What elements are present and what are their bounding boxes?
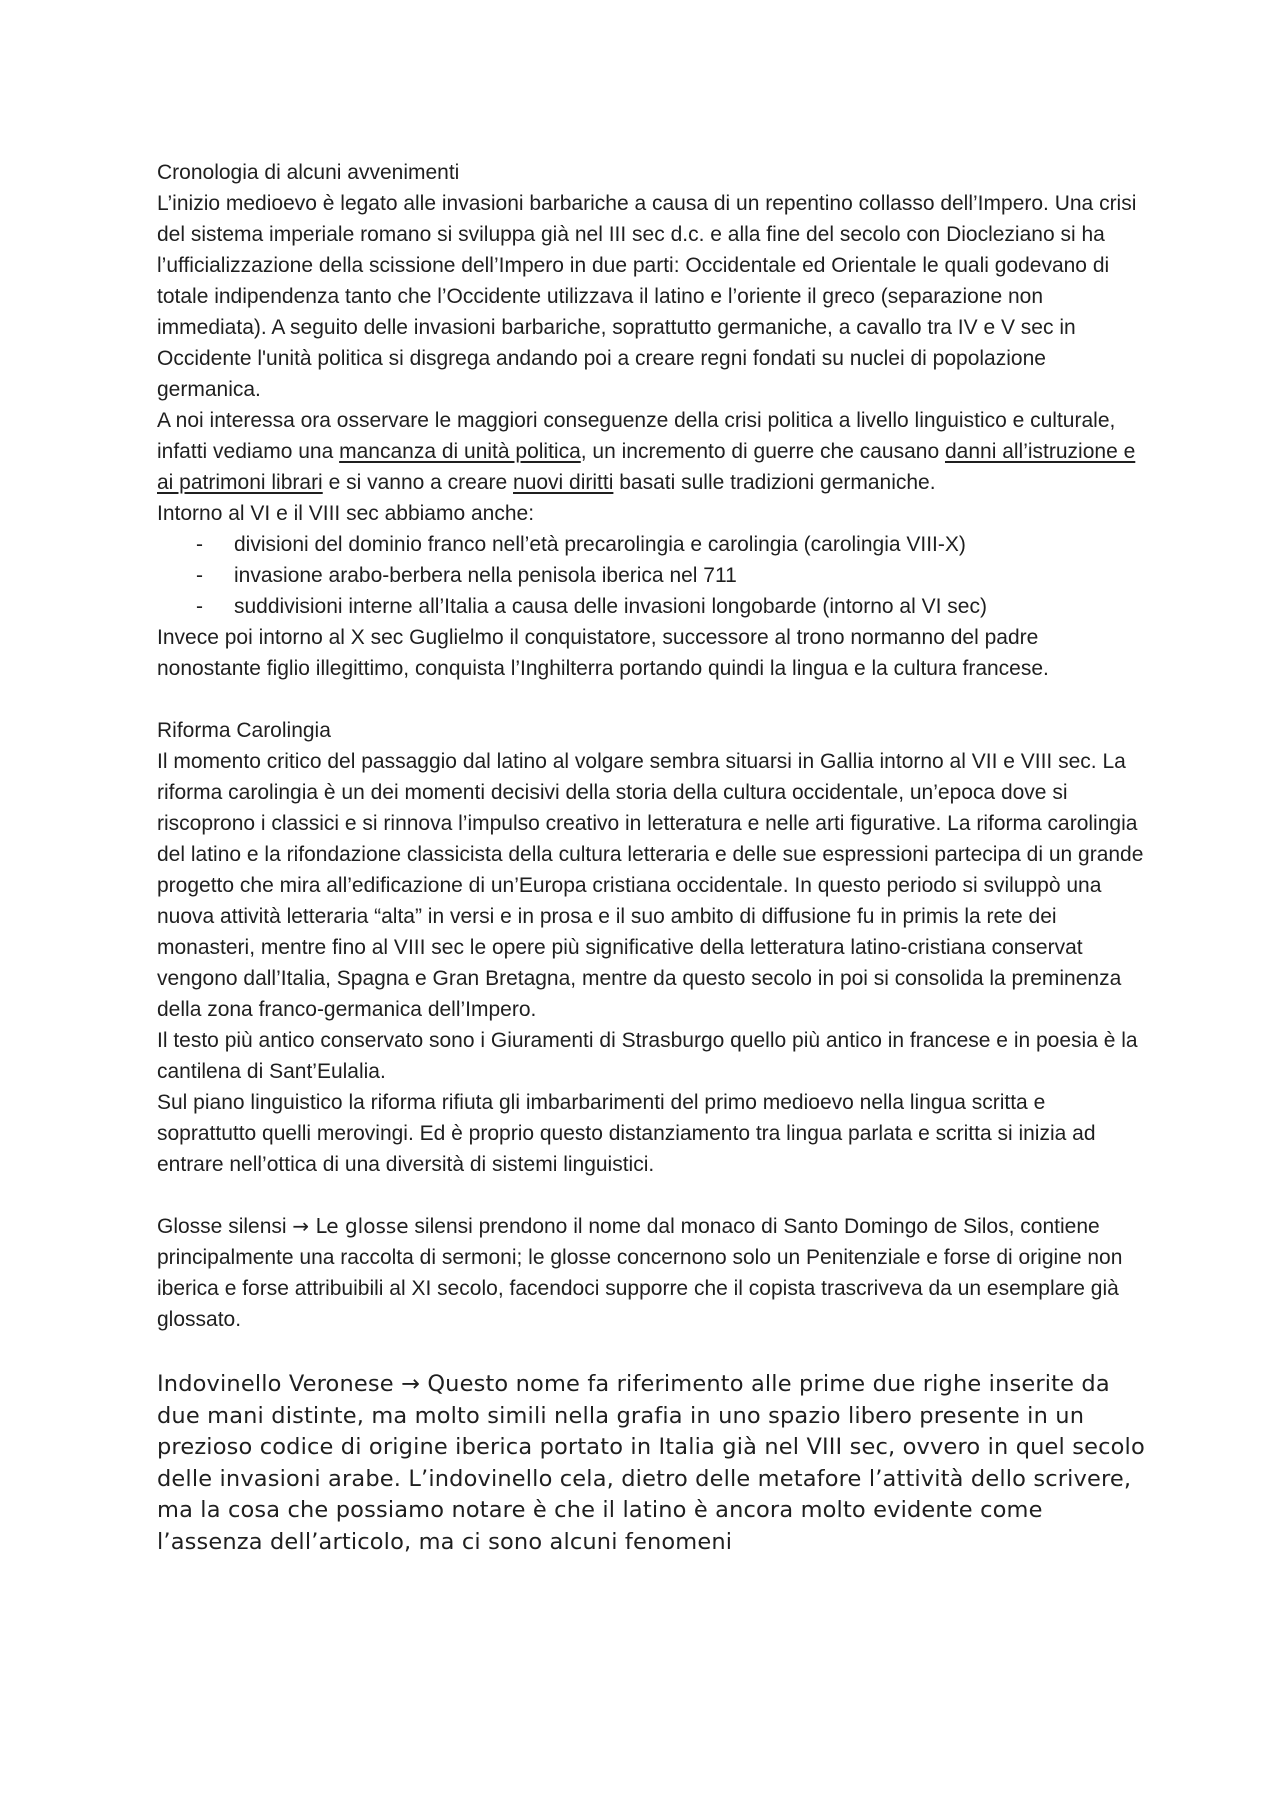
underlined-phrase: mancanza di unità politica: [339, 440, 581, 463]
blank-line: [157, 684, 1147, 715]
dash-bullet: -: [196, 533, 203, 556]
list-item: - divisioni del dominio franco nell’età precarolingia e carolingia (carolingia VIII-X): [157, 529, 1147, 560]
blank-line: [157, 1335, 1147, 1369]
dash-list: [157, 529, 1147, 622]
paragraph: Il testo più antico conservato sono i Giuramenti di Strasburgo quello più antico in francese e in poesia è la cantilena di Sant’Eulalia.: [157, 1029, 1138, 1083]
glosse-lead: Glosse silensi: [157, 1215, 293, 1238]
dash-bullet: -: [196, 564, 203, 587]
paragraph: Invece poi intorno al X sec Guglielmo il conquistatore, successore al trono normanno del padre nonostante figlio illegittimo, conquista l’Inghilterra portando quindi la lingua e la cultura francese.: [157, 626, 1049, 680]
list-item: - invasione arabo-berbera nella penisola iberica nel 711: [157, 560, 1147, 591]
paragraph: A noi interessa ora osservare le maggiori conseguenze della crisi politica a livello linguistico e culturale, infatti vediamo una mancanza di unità politica, un incremento di guerre che causano danni all’istruzione e ai patrimoni librari e si vanno a creare nuovi diritti basati sulle tradizioni germaniche.: [157, 409, 1136, 494]
document-body: [157, 157, 1147, 1558]
paragraph: L’inizio medioevo è legato alle invasioni barbariche a causa di un repentino collasso dell’Impero. Una crisi del sistema imperiale romano si sviluppa già nel III sec d.c. e alla fine del secolo con Diocleziano si ha l’ufficializzazione della scissione dell’Impero in due parti: Occidentale ed Orientale le quali godevano di totale indipendenza tanto che l’Occidente utilizzava il latino e l’oriente il greco (separazione non immediata). A seguito delle invasioni barbariche, soprattutto germaniche, a cavallo tra IV e V sec in Occidente l'unità politica si disgrega andando poi a creare regni fondati su nuclei di popolazione germanica.: [157, 192, 1137, 401]
list-item: - suddivisioni interne all’Italia a causa delle invasioni longobarde (intorno al VI sec): [157, 591, 1147, 622]
paragraph-indovinello-veronese: Indovinello Veronese → Questo nome fa riferimento alle prime due righe inserite da due mani distinte, ma molto simili nella grafia in uno spazio libero presente in un prezioso codice di origine iberica portato in Italia già nel VIII sec, ovvero in quel secolo delle invasioni arabe. L’indovinello cela, dietro delle metafore l’attività dello scrivere, ma la cosa che possiamo notare è che il latino è ancora molto evidente come l’assenza dell’articolo, ma ci sono alcuni fenomeni: [157, 1371, 1145, 1555]
underlined-phrase: danni all’istruzione e ai patrimoni librari: [157, 440, 1136, 494]
glosse-arrow-phrase: → Le glosse: [292, 1214, 409, 1238]
dash-bullet: -: [196, 595, 203, 618]
paragraph: Il momento critico del passaggio dal latino al volgare sembra situarsi in Gallia intorno al VII e VIII sec. La riforma carolingia è un dei momenti decisivi della storia della cultura occidentale, un’epoca dove si riscoprono i classici e si rinnova l’impulso creativo in letteratura e nelle arti figurative. La riforma carolingia del latino e la rifondazione classicista della cultura letteraria e delle sue espressioni partecipa di un grande progetto che mira all’edificazione di un’Europa cristiana occidentale. In questo periodo si sviluppò una nuova attività letteraria “alta” in versi e in prosa e il suo ambito di diffusione fu in primis la rete dei monasteri, mentre fino al VIII sec le opere più significative della letteratura latino-cristiana conservat vengono dall’Italia, Spagna e Gran Bretagna, mentre da questo secolo in poi si consolida la preminenza della zona franco-germanica dell’Impero.: [157, 750, 1144, 1021]
section-heading-riforma: Riforma Carolingia: [157, 719, 331, 742]
blank-line: [157, 1180, 1147, 1211]
section-heading-cronologia: Cronologia di alcuni avvenimenti: [157, 161, 460, 184]
paragraph: Intorno al VI e il VIII sec abbiamo anche:: [157, 502, 535, 525]
paragraph: Sul piano linguistico la riforma rifiuta gli imbarbarimenti del primo medioevo nella lingua scritta e soprattutto quelli merovingi. Ed è proprio questo distanziamento tra lingua parlata e scritta si inizia ad entrare nell’ottica di una diversità di sistemi linguistici.: [157, 1091, 1096, 1176]
underlined-phrase: nuovi diritti: [513, 471, 614, 494]
paragraph-glosse-silensi: Glosse silensi → Le glosse silensi prendono il nome dal monaco di Santo Domingo de Silos, contiene principalmente una raccolta di sermoni; le glosse concernono solo un Penitenziale e forse di origine non iberica e forse attribuibili al XI secolo, facendoci supporre che il copista trascriveva da un esemplare già glossato.: [157, 1214, 1123, 1331]
